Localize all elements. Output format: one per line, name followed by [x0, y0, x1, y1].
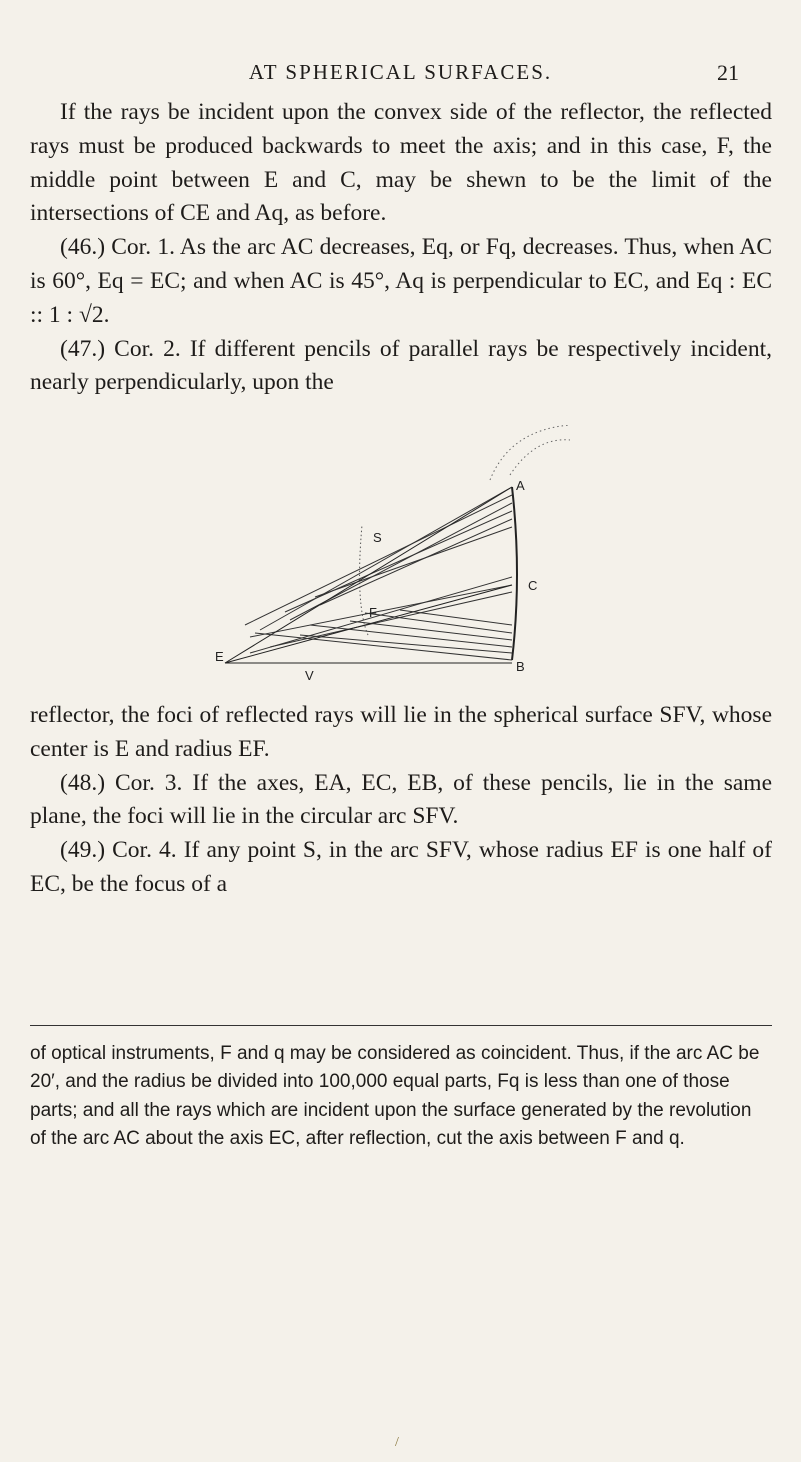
paragraph-cor-47: (47.) Cor. 2. If different pencils of parallel rays be respectively incident, nearly perpendicularly, upon the	[30, 335, 772, 396]
paragraph-cor-48: (48.) Cor. 3. If the axes, EA, EC, EB, of these pencils, lie in the same plane, the foci will lie in the circular arc SFV.	[30, 769, 772, 830]
paragraph-cor-46: (46.) Cor. 1. As the arc AC decreases, Eq, or Fq, decreases. Thus, when AC is 60°, Eq = EC; and when AC is 45°, Aq is perpendicular to EC, and Eq : EC :: 1 : √2.	[30, 234, 772, 328]
paragraph-convex-side: If the rays be incident upon the convex side of the reflector, the reflected rays must be produced backwards to meet the axis; and in this case, F, the middle point between E and C, may be shewn to be the limit of the intersections of CE and Aq, as before.	[30, 99, 772, 227]
dotted-ray-line	[490, 425, 570, 480]
label-a: A	[516, 478, 525, 493]
lower-pencil	[255, 610, 512, 660]
paragraph-cor-49: (49.) Cor. 4. If any point S, in the arc SFV, whose radius EF is one half of EC, be the focus of a	[30, 837, 772, 897]
label-b: B	[516, 659, 525, 674]
running-header	[0, 60, 801, 85]
label-e: E	[215, 649, 224, 664]
footnote-text: of optical instruments, F and q may be considered as coincident. Thus, if the arc AC be 20′, and the radius be divided into 100,000 equal parts, Fq is less than one of those parts; and all the rays which are incident upon the surface generated by the revolution of the arc AC about the axis EC, after reflection, cut the axis between F and q.	[30, 1043, 760, 1150]
dotted-ray-line	[510, 440, 570, 475]
axis-ea	[225, 487, 512, 663]
running-title: AT SPHERICAL SURFACES.	[248, 60, 553, 84]
label-f: F	[369, 605, 377, 620]
label-s: S	[373, 530, 382, 545]
upper-pencil	[245, 487, 512, 630]
footnote	[30, 1040, 772, 1154]
page-number: 21	[717, 60, 739, 85]
text-block-top	[30, 96, 772, 400]
reflector-arc	[512, 487, 517, 660]
footnote-mark: /	[395, 1435, 399, 1450]
footnote-rule	[30, 1025, 772, 1026]
reflector-diagram	[150, 425, 570, 685]
label-c: C	[528, 578, 538, 593]
text-block-bottom	[30, 699, 772, 902]
paragraph-foci-surface: reflector, the foci of reflected rays will lie in the spherical surface SFV, whose center is E and radius EF.	[30, 702, 772, 762]
axis-ec	[225, 585, 512, 663]
label-v: V	[305, 668, 314, 683]
